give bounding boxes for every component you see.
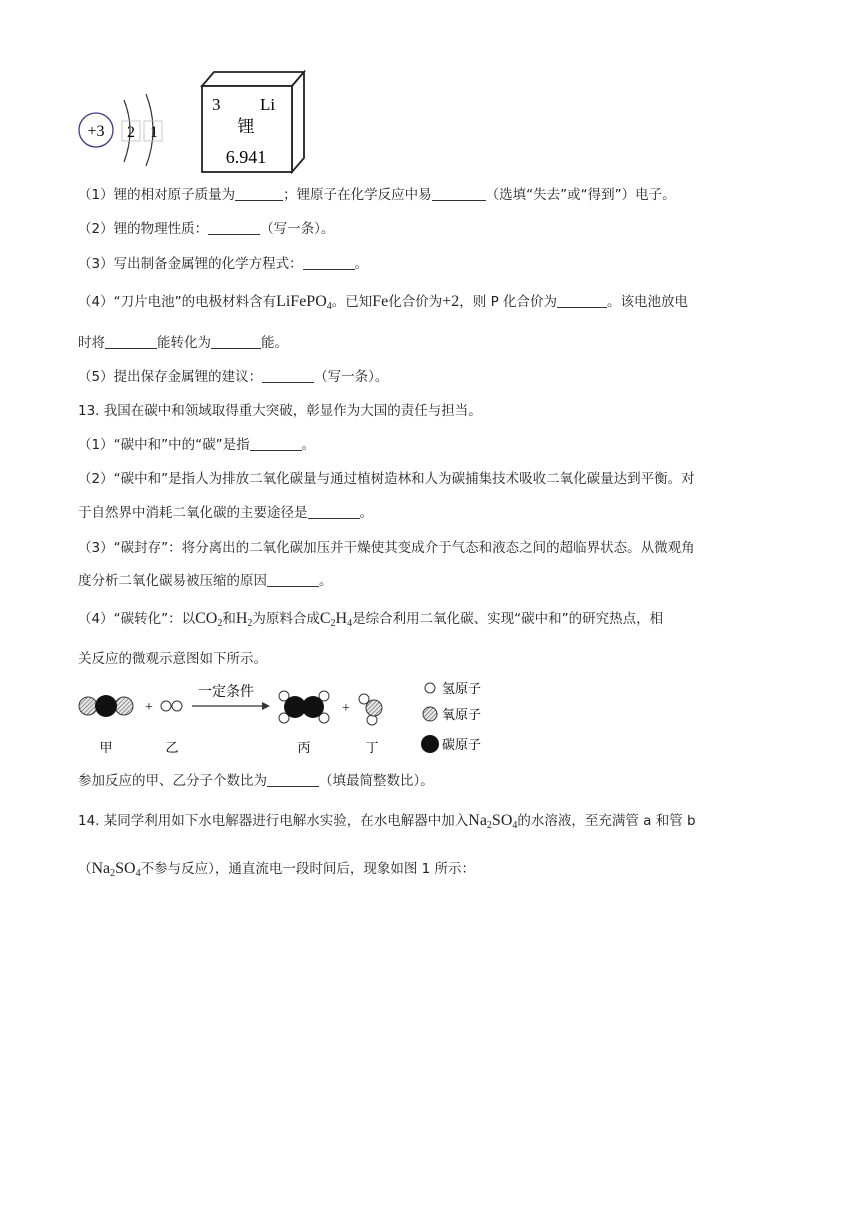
legend-oxygen-icon bbox=[423, 707, 437, 721]
shell-1-electrons: 2 bbox=[127, 124, 135, 141]
q13-part3-line1 bbox=[78, 538, 695, 558]
c2h4-formula: $C_2H_4$ bbox=[319, 610, 353, 629]
q12-p1-text-a: （1）锂的相对原子质量为 bbox=[78, 187, 236, 203]
label-jia: 甲 bbox=[99, 741, 113, 756]
q12-p4-text-d: ，则 P 化合价为 bbox=[459, 294, 558, 310]
q13-part4-line2 bbox=[78, 649, 267, 669]
q13-part3-line2 bbox=[78, 571, 333, 591]
q13-part2-line1 bbox=[78, 469, 695, 489]
q13-part4-line1 bbox=[78, 609, 663, 634]
q12-part2 bbox=[78, 219, 334, 239]
q14-line1-text-a: 14. 某同学利用如下水电解器进行电解水实验，在水电解器中加入 bbox=[78, 813, 469, 829]
co2-formula: $CO_2$ bbox=[195, 610, 223, 629]
q13-p4-text-b: 和 bbox=[222, 611, 236, 627]
lifepo4-formula: LiFePO$_4$ bbox=[276, 293, 332, 312]
q12-p1-text-b: ；锂原子在化学反应中易 bbox=[283, 187, 432, 203]
element-symbol: Li bbox=[260, 95, 276, 114]
q12-p4-line2-a: 时将 bbox=[78, 335, 105, 351]
na2so4-formula: $Na_2SO_4$ bbox=[91, 860, 141, 879]
q13-stem-text: 13. 我国在碳中和领域取得重大突破，彰显作为大国的责任与担当。 bbox=[78, 403, 482, 419]
q13-p2-line1-text: （2）“碳中和”是指人为排放二氧化碳量与通过植树造林和人为碳捕集技术吸收二氧化碳量达到平衡。对 bbox=[78, 471, 695, 487]
q12-p4-text-e: 。该电池放电 bbox=[607, 294, 689, 310]
q13-p3-line2-a: 度分析二氧化碳易被压缩的原因 bbox=[78, 573, 267, 589]
q14-line2-text-b: 不参与反应），通直流电一段时间后，现象如图 1 所示： bbox=[140, 861, 476, 877]
legend-hydrogen-icon bbox=[425, 683, 435, 693]
q13-p1-text-a: （1）“碳中和”中的“碳”是指 bbox=[78, 437, 250, 453]
q14-line2 bbox=[78, 859, 475, 884]
q12-part4-line2 bbox=[78, 333, 288, 353]
element-atomic-mass: 6.941 bbox=[225, 147, 267, 167]
label-bing: 丙 bbox=[297, 741, 311, 756]
fe-symbol: Fe bbox=[372, 293, 389, 310]
legend-carbon: 碳原子 bbox=[442, 738, 482, 753]
label-yi: 乙 bbox=[165, 741, 179, 756]
reaction-condition: 一定条件 bbox=[198, 684, 254, 700]
reaction-diagram bbox=[74, 672, 514, 772]
q14-line1 bbox=[78, 811, 696, 836]
q12-p4-text-b: 。已知 bbox=[331, 294, 373, 310]
arrow-head bbox=[262, 702, 270, 710]
q13-ratio-text-a: 参加反应的甲、乙分子个数比为 bbox=[78, 773, 267, 789]
element-name: 锂 bbox=[237, 117, 255, 137]
q13-p4-text-a: （4）“碳转化”：以 bbox=[78, 611, 196, 627]
q12-part5 bbox=[78, 367, 388, 387]
q13-p2-line2-b: 。 bbox=[359, 505, 373, 521]
answer-blank[interactable] bbox=[267, 772, 319, 787]
plus-sign: + bbox=[342, 701, 350, 716]
label-ding: 丁 bbox=[365, 741, 379, 756]
answer-blank[interactable] bbox=[303, 255, 355, 270]
q12-p4-text-c: 化合价为 bbox=[388, 294, 443, 310]
answer-blank[interactable] bbox=[235, 186, 283, 201]
fe-valence: +2 bbox=[442, 293, 460, 310]
oxygen-atom bbox=[79, 697, 97, 715]
oxygen-atom bbox=[366, 700, 382, 716]
q12-p3-text-a: （3）写出制备金属锂的化学方程式： bbox=[78, 256, 303, 272]
lithium-figure bbox=[74, 66, 314, 176]
answer-blank[interactable] bbox=[267, 572, 319, 587]
q13-p3-line2-b: 。 bbox=[319, 573, 333, 589]
oxygen-atom bbox=[115, 697, 133, 715]
q12-p4-line2-b: 能转化为 bbox=[157, 335, 211, 351]
answer-blank[interactable] bbox=[208, 220, 260, 235]
q12-p2-text-b: （写一条）。 bbox=[260, 221, 335, 237]
legend-hydrogen: 氢原子 bbox=[442, 682, 482, 697]
carbon-atom bbox=[95, 695, 117, 717]
q14-line1-text-b: 的水溶液，至充满管 a 和管 b bbox=[517, 813, 696, 829]
q12-p4-line2-c: 能。 bbox=[261, 335, 288, 351]
answer-blank[interactable] bbox=[211, 334, 261, 349]
q12-p5-text-a: （5）提出保存金属锂的建议： bbox=[78, 369, 263, 385]
na2so4-formula: $Na_2SO_4$ bbox=[468, 812, 518, 831]
q13-part1 bbox=[78, 435, 315, 455]
q13-stem bbox=[78, 401, 482, 421]
answer-blank[interactable] bbox=[308, 504, 360, 519]
q13-p4-text-d: 是综合利用二氧化碳、实现“碳中和”的研究热点，相 bbox=[352, 611, 664, 627]
answer-blank[interactable] bbox=[105, 334, 157, 349]
q13-p4-line2-text: 关反应的微观示意图如下所示。 bbox=[78, 651, 267, 667]
legend-carbon-icon bbox=[421, 735, 439, 753]
hydrogen-atom bbox=[161, 701, 171, 711]
element-cube-side bbox=[292, 72, 304, 172]
hydrogen-atom bbox=[359, 694, 369, 704]
q12-p4-text-a: （4）“刀片电池”的电极材料含有 bbox=[78, 294, 277, 310]
hydrogen-atom bbox=[172, 701, 182, 711]
q13-part2-line2 bbox=[78, 503, 373, 523]
q12-p2-text-a: （2）锂的物理性质： bbox=[78, 221, 209, 237]
q12-part3 bbox=[78, 254, 368, 274]
q12-p5-text-b: （写一条）。 bbox=[314, 369, 389, 385]
q12-p1-text-c: （选填“失去”或“得到”）电子。 bbox=[485, 187, 676, 203]
answer-blank[interactable] bbox=[250, 436, 302, 451]
legend-oxygen: 氧原子 bbox=[442, 708, 482, 723]
q12-p3-text-b: 。 bbox=[354, 256, 369, 272]
carbon-atom bbox=[302, 696, 324, 718]
q13-p2-line2-a: 于自然界中消耗二氧化碳的主要途径是 bbox=[78, 505, 308, 521]
q13-ratio bbox=[78, 771, 434, 791]
q13-p1-text-b: 。 bbox=[301, 437, 316, 453]
answer-blank[interactable] bbox=[557, 293, 607, 308]
plus-sign: + bbox=[145, 700, 153, 715]
hydrogen-atom bbox=[367, 715, 377, 725]
element-atomic-number: 3 bbox=[212, 95, 221, 114]
shell-2-electrons: 1 bbox=[150, 124, 158, 141]
answer-blank[interactable] bbox=[262, 368, 314, 383]
element-cube-top bbox=[202, 72, 304, 86]
q12-part4 bbox=[78, 292, 688, 317]
q14-line2-text-a: （ bbox=[78, 861, 92, 877]
q13-p4-text-c: 为原料合成 bbox=[252, 611, 320, 627]
q13-p3-line1-text: （3）“碳封存”：将分离出的二氧化碳加压并干燥使其变成介于气态和液态之间的超临界状态。从微观角 bbox=[78, 540, 695, 556]
answer-blank[interactable] bbox=[432, 186, 486, 201]
q13-ratio-text-b: （填最简整数比）。 bbox=[319, 773, 434, 789]
q12-part1 bbox=[78, 185, 676, 205]
nucleus-charge: +3 bbox=[87, 123, 105, 140]
h2-formula: $H_2$ bbox=[235, 610, 253, 629]
